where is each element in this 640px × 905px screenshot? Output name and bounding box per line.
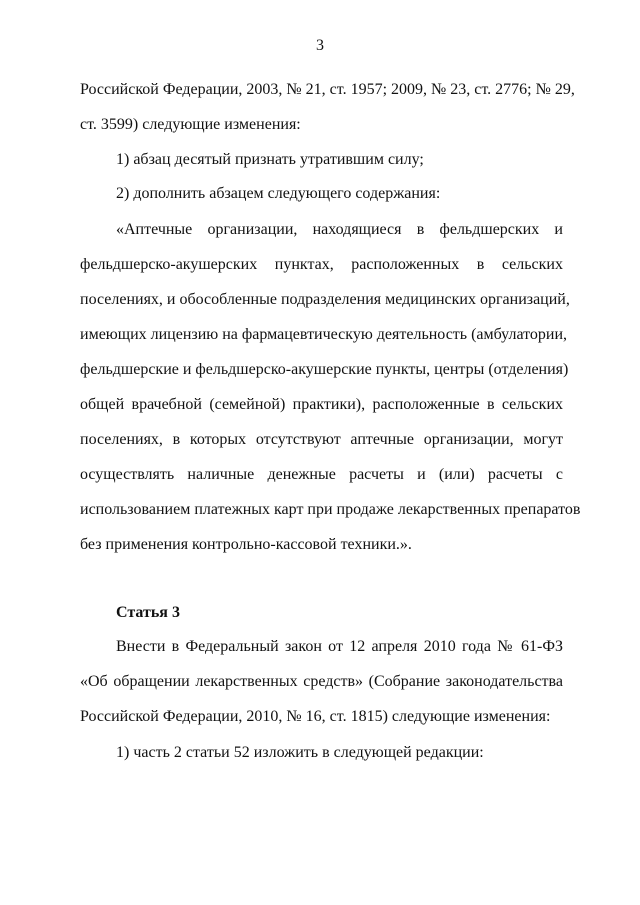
text-line: 1) абзац десятый признать утратившим силу; bbox=[116, 151, 424, 168]
text-line: 2) дополнить абзацем следующего содержания: bbox=[116, 185, 441, 202]
text-line: Российской Федерации, 2003, № 21, ст. 1957; 2009, № 23, ст. 2776; № 29, bbox=[80, 81, 575, 98]
text-line: имеющих лицензию на фармацевтическую деятельность (амбулатории, bbox=[80, 326, 568, 343]
text-line: фельдшерские и фельдшерско-акушерские пункты, центры (отделения) bbox=[80, 361, 569, 378]
text-line: фельдшерско-акушерских пунктах, расположенных в сельских bbox=[80, 256, 563, 273]
text-line: ст. 3599) следующие изменения: bbox=[80, 116, 301, 133]
text-line: осуществлять наличные денежные расчеты и (или) расчеты с bbox=[80, 466, 563, 483]
text-line: Внести в Федеральный закон от 12 апреля 2010 года № 61-ФЗ bbox=[116, 638, 563, 655]
text-line: без применения контрольно-кассовой техники.». bbox=[80, 536, 412, 553]
article-heading: Статья 3 bbox=[116, 604, 180, 621]
text-line: общей врачебной (семейной) практики), расположенные в сельских bbox=[80, 396, 563, 413]
text-line: использованием платежных карт при продаже лекарственных препаратов bbox=[80, 501, 581, 518]
text-line: «Аптечные организации, находящиеся в фельдшерских и bbox=[116, 221, 563, 238]
text-line: поселениях, и обособленные подразделения медицинских организаций, bbox=[80, 291, 570, 308]
text-line: «Об обращении лекарственных средств» (Собрание законодательства bbox=[80, 673, 563, 690]
text-line: 1) часть 2 статьи 52 изложить в следующей редакции: bbox=[116, 744, 484, 761]
text-line: поселениях, в которых отсутствуют аптечные организации, могут bbox=[80, 431, 563, 448]
text-line: Российской Федерации, 2010, № 16, ст. 1815) следующие изменения: bbox=[80, 708, 551, 725]
page-number: 3 bbox=[316, 37, 324, 54]
